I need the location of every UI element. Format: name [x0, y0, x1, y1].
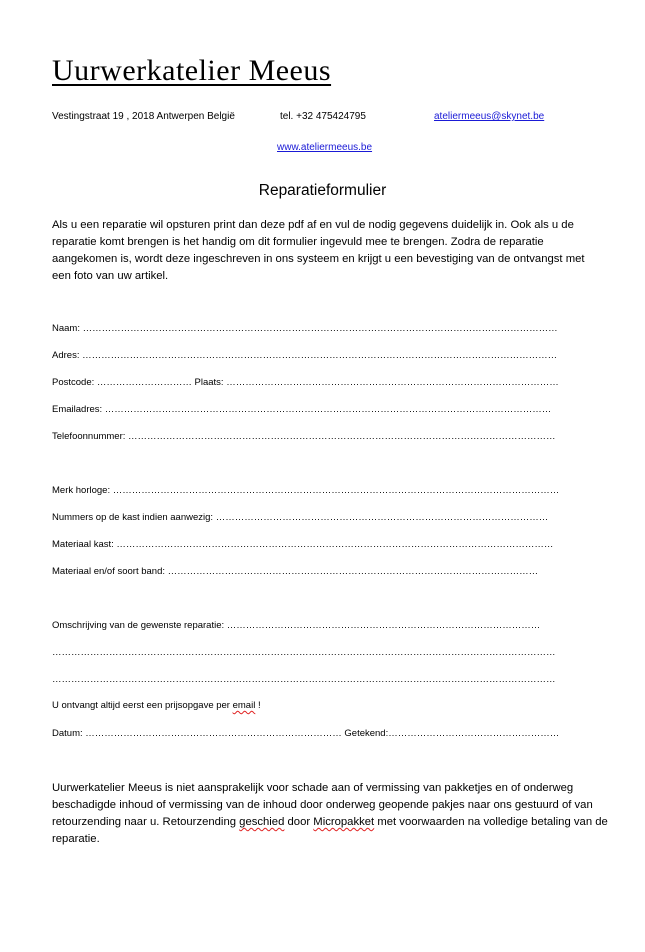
email-link[interactable]: ateliermeeus@skynet.be: [434, 111, 545, 122]
disclaimer-word-micropakket: Micropakket: [313, 816, 375, 828]
form-title: Reparatieformulier: [258, 182, 387, 199]
disclaimer-part-2: door: [284, 816, 314, 828]
field-omschrijving-line-2: ……………………………………………………………………………………………………………………………………………: [52, 647, 556, 658]
disclaimer-paragraph: [52, 780, 612, 848]
field-datum-getekend: Datum: ……………………………………………………………………… Getekend:………………………………………………: [52, 728, 560, 739]
price-quote-notice: [52, 700, 261, 711]
website-link[interactable]: www.ateliermeeus.be: [277, 142, 373, 153]
address-text: Vestingstraat 19 , 2018 Antwerpen België: [52, 111, 235, 122]
field-naam: Naam: ……………………………………………………………………………………………………………………………………: [52, 323, 558, 334]
disclaimer-part-1: Uurwerkatelier Meeus is niet aansprakelijk voor schade aan of vermissing van pakketjes en of onderweg beschadigde inhoud of vermissing van de inhoud door onderweg geopende pakjes naar ons gestuurd of van retourzending naar u. Retourzending: [52, 782, 593, 828]
field-adres: Adres: ……………………………………………………………………………………………………………………………………: [52, 350, 558, 361]
field-materiaal-kast: Materiaal kast: …………………………………………………………………………………………………………………………: [52, 539, 554, 550]
field-materiaal-band: Materiaal en/of soort band: ………………………………………………………………………………………………………: [52, 566, 539, 577]
disclaimer-word-geschied: geschied: [239, 816, 285, 828]
notice-suffix: !: [255, 700, 261, 711]
company-title: Uurwerkatelier Meeus: [52, 54, 332, 87]
notice-email-word: email: [232, 700, 256, 711]
field-emailadres: Emailadres: ……………………………………………………………………………………………………………………………: [52, 404, 552, 415]
field-omschrijving-line-3: ……………………………………………………………………………………………………………………………………………: [52, 674, 556, 685]
phone-text: tel. +32 475424795: [280, 111, 366, 122]
disclaimer-part-3: met voorwaarden na volledige betaling van de reparatie.: [52, 816, 608, 845]
notice-prefix: U ontvangt altijd eerst een prijsopgave per: [52, 700, 233, 711]
intro-paragraph: Als u een reparatie wil opsturen print dan deze pdf af en vul de nodig gegevens duidelijk in. Ook als u de reparatie komt brengen is het handig om dit formulier ingevuld mee te brengen. Zodra de reparatie aangekomen is, wordt deze ingeschreven in ons systeem en krijgt u een bevestiging van de ontvangst met een foto van uw artikel.: [52, 219, 585, 282]
field-merk-horloge: Merk horloge: ……………………………………………………………………………………………………………………………: [52, 485, 560, 496]
field-nummers-kast: Nummers op de kast indien aanwezig: ……………………………………………………………………………………………: [52, 512, 549, 523]
field-postcode-plaats: Postcode: ………………………… Plaats: ……………………………………………………………………………………………: [52, 377, 559, 388]
field-telefoonnummer: Telefoonnummer: ………………………………………………………………………………………………………………………: [52, 431, 556, 442]
field-omschrijving: Omschrijving van de gewenste reparatie: ………………………………………………………………………………………: [52, 620, 541, 631]
